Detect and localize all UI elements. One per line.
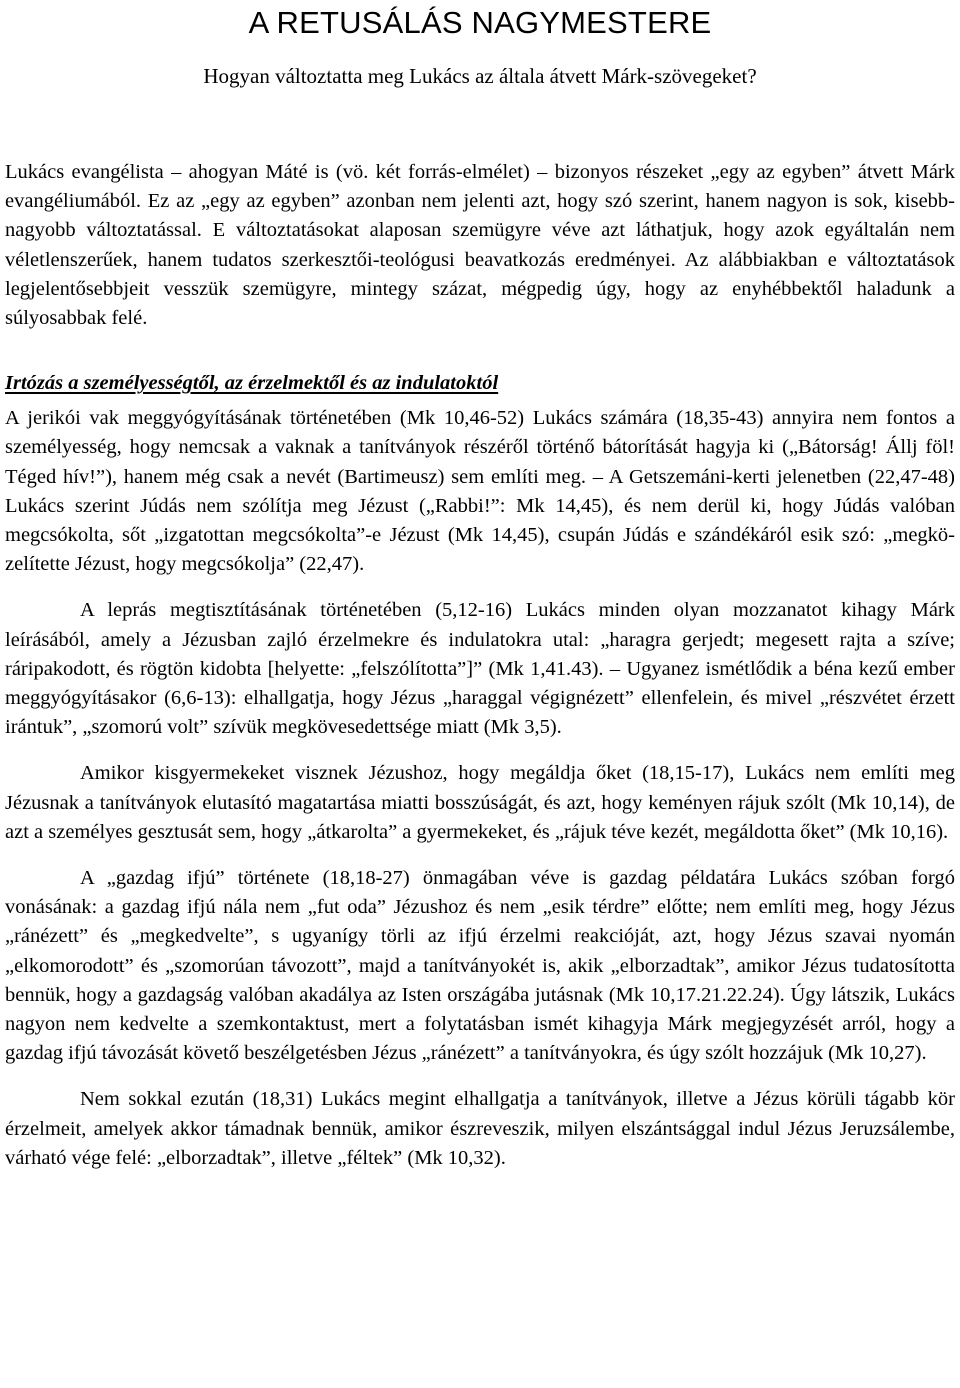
body-paragraph-2: A leprás megtisztításának történetében (5,12-16) Lukács minden olyan mozzanatot kihagy Márk leírásából, amely a Jézusban zajló érzelmekre és indulatokra utal: „haragra gerjedt; megesett rajta a szíve; ráripakodott, és rögtön kidobta [helyette: „felszólította”]” (Mk 1,41.43). – Ugyanez ismétlődik a béna kezű ember meggyógyításakor (6,6-13): elhallgatja, hogy Jézus „haraggal végignézett” ellenfelein, és mivel „részvétet érzett irántuk”, „szomorú volt” szívük megkövesedettsége miatt (Mk 3,5). [5, 599, 955, 739]
body-paragraph-5: Nem sokkal ezután (18,31) Lukács megint elhallgatja a tanítványok, illetve a Jézus körüli tágabb kör érzelmeit, amelyek akkor támadnak bennük, amikor észreveszik, milyen elszántsággal indul Jézus Jeruzsálembe, várható vége felé: „elborzadtak”, illetve „féltek” (Mk 10,32). [5, 1088, 955, 1169]
intro-paragraph: Lukács evangélista – ahogyan Máté is (vö. két forrás-elmélet) – bizonyos részeket „egy az egyben” átvett Márk evangéliumából. Ez az „egy az egyben” azonban nem jelenti azt, hogy szó szerint, hanem nagyon is sok, kisebb-nagyobb változtatással. E változtatásokat alaposan szemügyre véve azt láthatjuk, hogy azok egyáltalán nem véletlenszerűek, hanem tudatos szerkesztői-teológusi beavatkozás eredményei. Az alábbiakban e változtatások legjelentősebbjeit vesszük szemügyre, mintegy százat, mégpedig úgy, hogy az enyhébbektől haladunk a súlyosabbak felé. [5, 161, 955, 330]
body-paragraph-3: Amikor kisgyermekeket visznek Jézushoz, hogy megáldja őket (18,15-17), Lukács nem említi meg Jézusnak a tanítványok elutasító magatartása miatti bosszúságát, és azt, hogy keményen rájuk szólt (Mk 10,14), de azt a személyes gesztusát sem, hogy „átkarolta” a gyermekeket, és „rájuk téve kezét, megáldotta őket” (Mk 10,16). [5, 762, 955, 843]
body-paragraph-1: A jerikói vak meggyógyításának történetében (Mk 10,46-52) Lukács számára (18,35-43) annyira nem fontos a személyesség, hogy nemcsak a vaknak a tanítványok részéről történő bátorítását hagyja ki („Bátorság! Állj föl! Téged hív!”), hanem még csak a nevét (Bartimeusz) sem említi meg. – A Getszemáni-kerti jelenetben (22,47-48) Lukács szerint Júdás nem szólítja meg Jézust („Rabbi!”: Mk 14,45), és nem derül ki, hogy Júdás valóban megcsókolta, sőt „izgatottan megcsókolta”-e Jézust (Mk 14,45), csupán Júdás e szándékáról esik szó: „megközelítette Jézust, hogy megcsókolja” (22,47). [5, 407, 955, 576]
document-page [5, 0, 955, 1173]
document-subtitle: Hogyan változtatta meg Lukács az általa átvett Márk-szövegeket? [203, 64, 757, 88]
body-paragraph-4: A „gazdag ifjú” története (18,18-27) önmagában véve is gazdag példatára Lukács szóban forgó vonásának: a gazdag ifjú nála nem „fut oda” Jézushoz és nem „esik térdre” előtte; nem említi meg, hogy Jézus „ránézett” és „megkedvelte”, s ugyanígy törli az ifjú érzelmi reakcióját, azt, hogy Jézus szavai nyomán „elkomorodott” és „szomorúan távozott”, majd a tanítványokét is, akik „elborzadtak”, amikor Jézus tudatosította bennük, hogy a gazdagság valóban akadálya az Isten országába jutásnak (Mk 10,17.21.22.24). Úgy látszik, Lukács nagyon nem kedvelte a szemkontaktust, mert a folytatásban ismét kihagyja Márk megjegyzését arról, hogy a gazdag ifjú távozását követő beszélgetésben Jézus „ránézett” a tanítványokra, és úgy szólt hozzájuk (Mk 10,27). [5, 867, 955, 1065]
section-heading: Irtózás a személyességtől, az érzelmektől és az indulatoktól [5, 372, 499, 395]
document-title: A RETUSÁLÁS NAGYMESTERE [248, 5, 712, 40]
